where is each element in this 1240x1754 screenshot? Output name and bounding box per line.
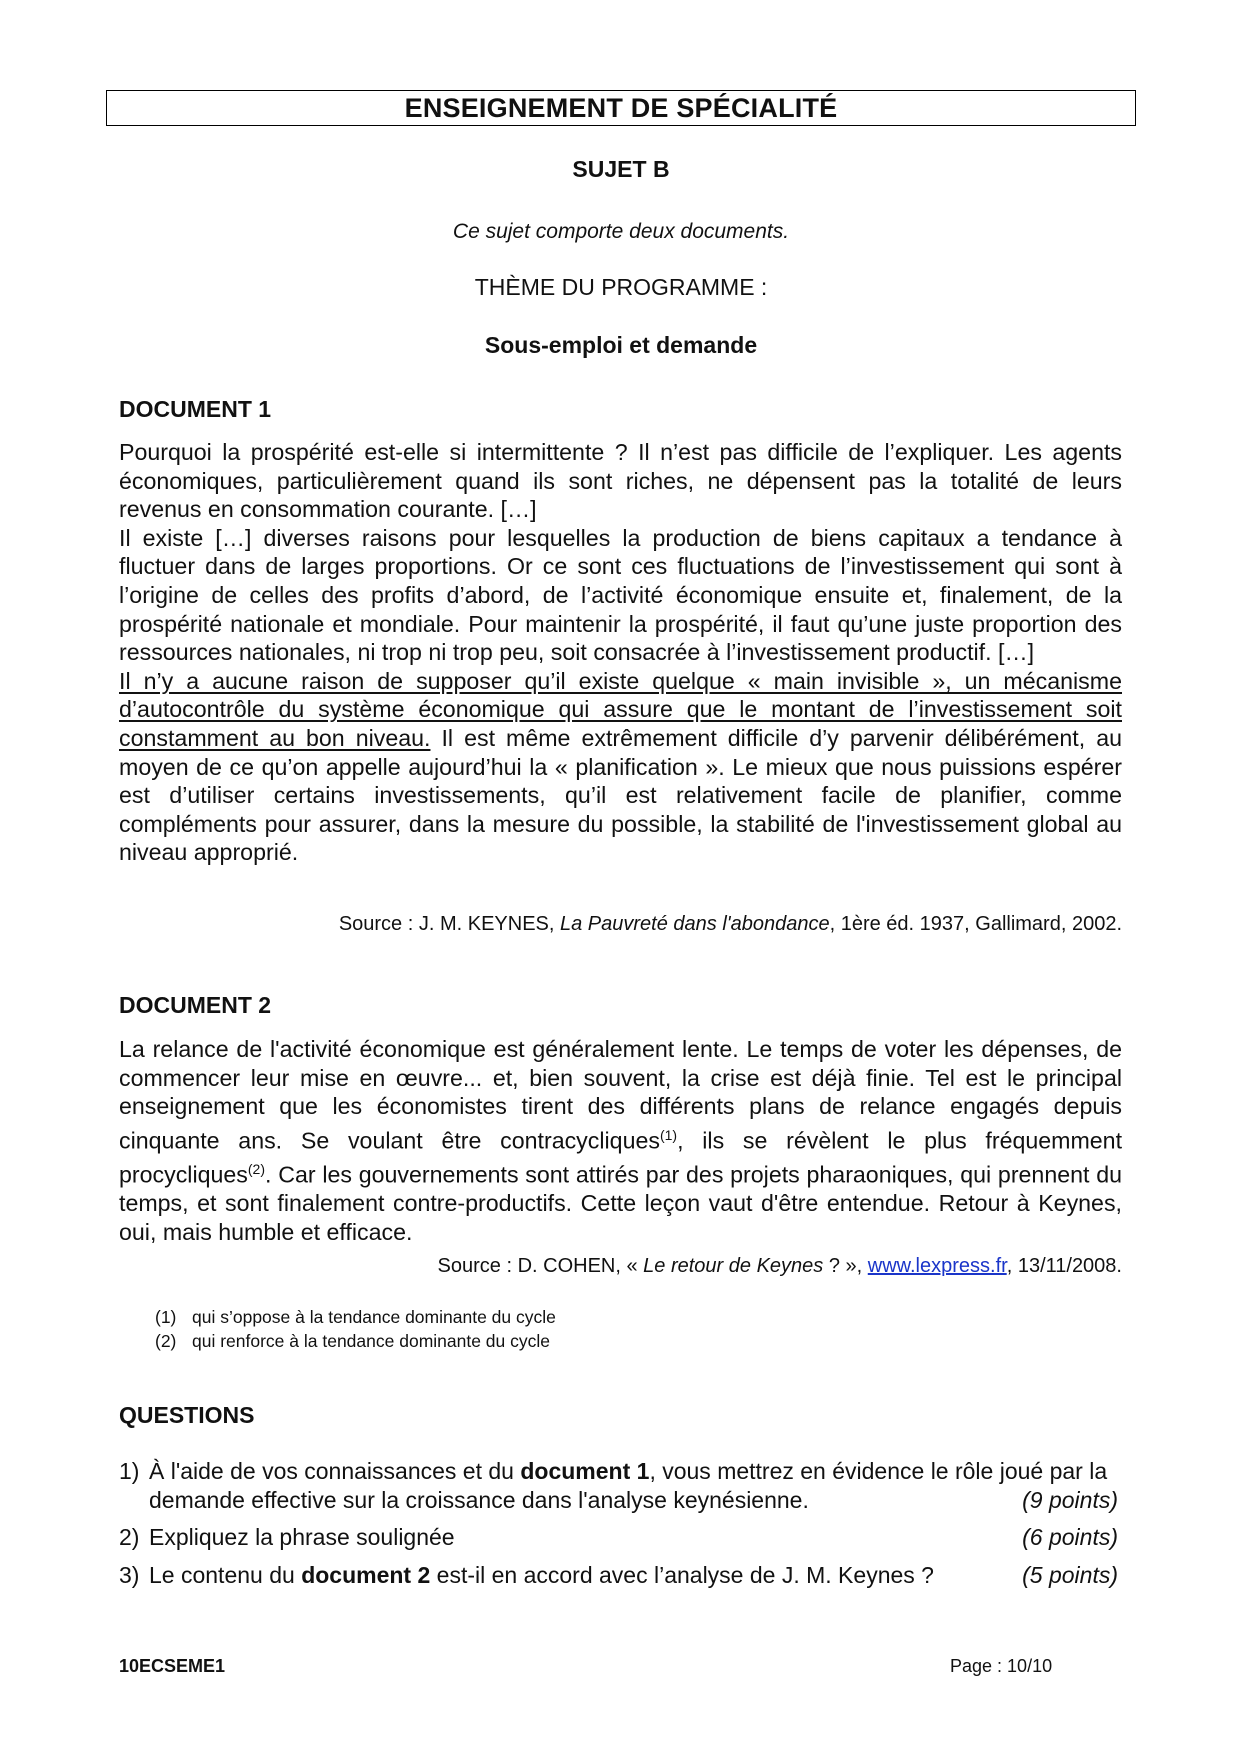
question-3-doc-ref: document 2	[301, 1561, 431, 1588]
theme-label: THÈME DU PROGRAMME :	[474, 274, 768, 300]
question-2-text: Expliquez la phrase soulignée	[149, 1524, 455, 1550]
footnote-number: (1)	[155, 1307, 177, 1327]
footnote	[155, 1329, 556, 1353]
question-number: 3)	[119, 1561, 140, 1588]
footnote	[155, 1305, 556, 1329]
question-2	[119, 1523, 1122, 1552]
questions-list	[119, 1457, 1122, 1589]
page-number: Page : 10/10	[950, 1656, 1053, 1676]
document-1-source-suffix: , 1ère éd. 1937, Gallimard, 2002.	[829, 913, 1122, 935]
document-2-text-c: . Car les gouvernements sont attirés par des projets pharaoniques, qui prennent du temps, et sont finalement contre-productifs. Cette leçon vaut d'être entendue. Retour à Keynes, oui, mais humble et efficace.	[119, 1161, 1122, 1246]
document-2-source	[119, 1255, 1122, 1278]
question-number: 2)	[119, 1524, 140, 1550]
document-2-source-prefix: Source : D. COHEN, «	[437, 1255, 644, 1277]
theme-title: Sous-emploi et demande	[484, 332, 758, 358]
document-2-source-mid: ? »,	[823, 1255, 868, 1277]
document-1-paragraph-3	[119, 667, 1122, 867]
document-1-paragraph-2: Il existe […] diverses raisons pour lesquelles la production de biens capitaux a tendance à fluctuer dans de larges proportions. Or ce sont ces fluctuations de l’investissement qui sont à l’origine de celles des profits d’abord, de l’activité économique ensuite et, finalement, de la prospérité nationale et mondiale. Pour maintenir la prospérité, il faut qu’une juste proportion des ressources nationales, ni trop ni trop peu, soit consacrée à l’investissement productif. […]	[119, 524, 1122, 666]
document-2-text-a: La relance de l'activité économique est généralement lente. Le temps de voter les dépenses, de commencer leur mise en œuvre... et, bien souvent, la crise est déjà finie. Tel est le principal enseignement que les économistes tirent des différents plans de relance engagés depuis cinquante ans. Se voulant être contracycliques	[119, 1036, 1122, 1154]
specialty-header	[106, 90, 1136, 126]
question-1-points: (9 points)	[1022, 1486, 1118, 1513]
subject-intro: Ce sujet comporte deux documents.	[452, 220, 790, 243]
document-1-paragraph-1: Pourquoi la prospérité est-elle si intermittente ? Il n’est pas difficile de l’expliquer. Les agents économiques, particulièrement quand ils sont riches, ne dépensent pas la totalité de leurs revenus en consommation courante. […]	[119, 439, 1122, 523]
document-2-source-title: Le retour de Keynes	[643, 1255, 824, 1277]
document-1-paragraph-3-rest: Il est même extrêmement difficile d’y parvenir délibérément, au moyen de ce qu’on appelle aujourd’hui la « planification ». Le mieux que nous puissions espérer est d’utiliser certains investissements, qu’il est relativement facile de planifier, comme compléments pour assurer, dans la mesure du possible, la stabilité de l'investissement global au niveau approprié.	[119, 724, 1122, 866]
footnote-text: qui renforce à la tendance dominante du cycle	[192, 1331, 551, 1351]
source-link[interactable]: www.lexpress.fr	[867, 1255, 1007, 1277]
question-3-text-pre: Le contenu du	[149, 1561, 302, 1588]
exam-code: 10ECSEME1	[119, 1656, 226, 1676]
question-1-doc-ref: document 1	[520, 1458, 650, 1484]
specialty-title: ENSEIGNEMENT DE SPÉCIALITÉ	[404, 92, 838, 123]
document-2-paragraph	[119, 1035, 1122, 1247]
document-2-text-b: , ils se révèlent le plus fréquemment procycliques	[119, 1127, 1123, 1188]
footnote-text: qui s’oppose à la tendance dominante du cycle	[192, 1307, 556, 1327]
question-1-text-pre: À l'aide de vos connaissances et du	[149, 1458, 521, 1484]
question-2-points: (6 points)	[1022, 1524, 1118, 1550]
document-2-body	[119, 1035, 1122, 1247]
footnotes	[155, 1305, 556, 1353]
subject-label: SUJET B	[572, 156, 670, 182]
footnote-ref-1: (1)	[659, 1126, 678, 1143]
document-2-source-suffix: , 13/11/2008.	[1006, 1255, 1122, 1277]
document-1-heading: DOCUMENT 1	[119, 396, 272, 422]
document-1-body	[119, 438, 1122, 867]
question-1-text-post: , vous mettrez en évidence le rôle joué par la demande effective sur la croissance dans l'analyse keynésienne.	[149, 1458, 1108, 1513]
document-1-source-prefix: Source : J. M. KEYNES,	[338, 913, 560, 935]
underlined-sentence: Il n’y a aucune raison de supposer qu’il existe quelque « main invisible », un mécanisme d’autocontrôle du système économique qui assure que le montant de l’investissement soit constamment au bon niveau.	[119, 667, 1122, 751]
question-3	[119, 1561, 1122, 1590]
footnote-ref-2: (2)	[247, 1161, 266, 1178]
document-1-source	[119, 913, 1122, 936]
question-1	[119, 1457, 1122, 1514]
footnote-number: (2)	[155, 1331, 177, 1351]
questions-heading: QUESTIONS	[119, 1402, 255, 1428]
question-3-points: (5 points)	[1022, 1561, 1118, 1588]
question-3-text-post: est-il en accord avec l’analyse de J. M. Keynes ?	[430, 1561, 934, 1588]
document-2-heading: DOCUMENT 2	[119, 992, 272, 1018]
document-1-source-title: La Pauvreté dans l'abondance	[560, 913, 830, 935]
question-number: 1)	[119, 1458, 140, 1484]
